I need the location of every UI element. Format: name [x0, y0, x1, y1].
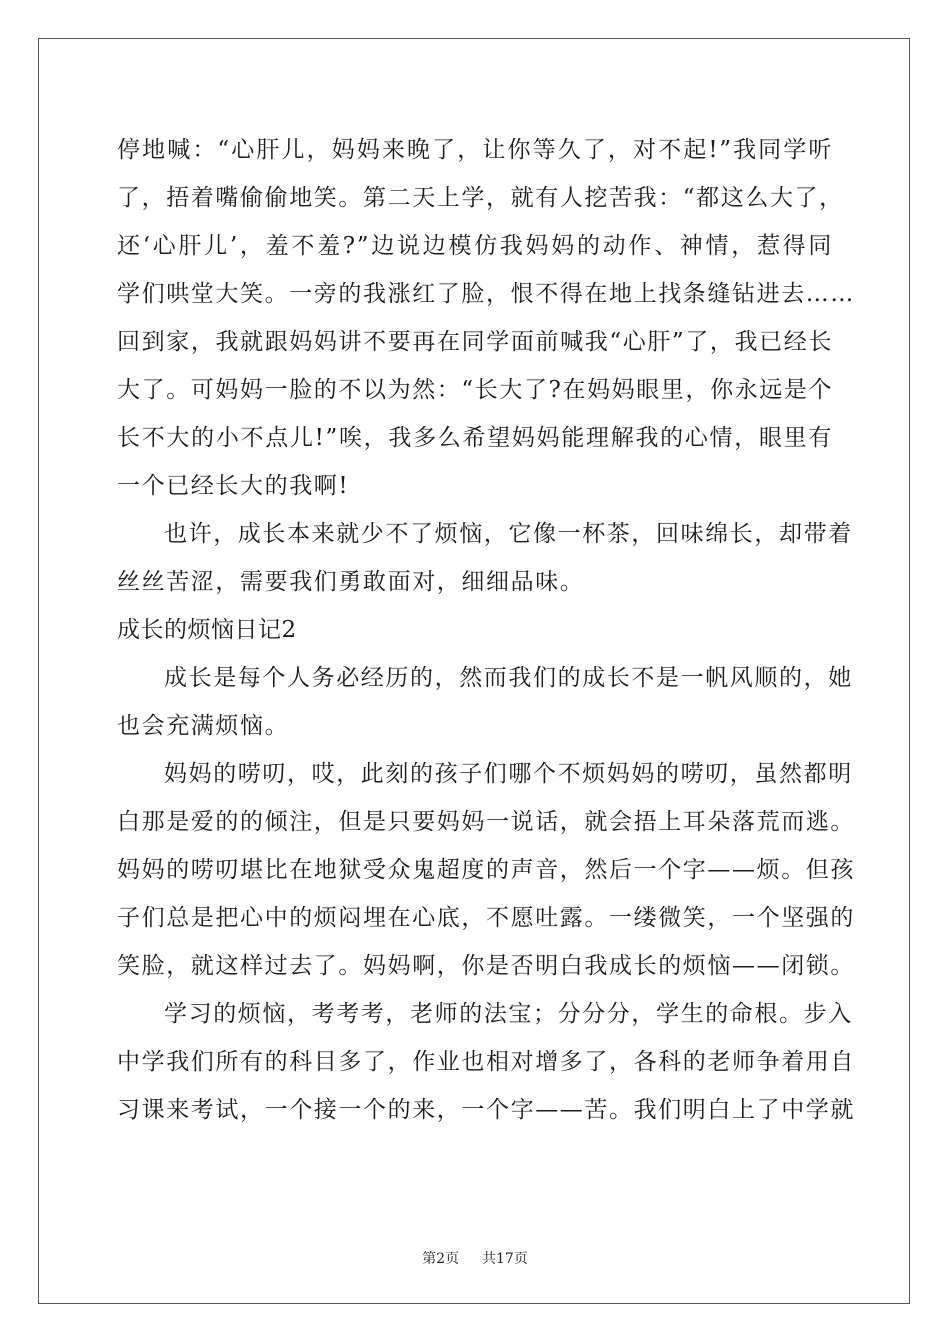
text-line: 也会充满烦恼。 [117, 713, 290, 739]
text-line: 子们总是把心中的烦闷埋在心底，不愿吐露。一缕微笑，一个坚强的 [117, 905, 855, 931]
page-number: 第2页 [422, 1251, 460, 1267]
text-line: 笑脸，就这样过去了。妈妈啊，你是否明白我成长的烦恼——闭锁。 [117, 953, 855, 979]
section-heading: 成长的烦恼日记2 [117, 617, 297, 643]
text-line: 了，捂着嘴偷偷地笑。第二天上学，就有人挖苦我：“都这么大了， [117, 185, 844, 211]
text-line: 停地喊：“心肝儿，妈妈来晚了，让你等久了，对不起!”我同学听 [117, 137, 833, 163]
document-body [117, 126, 855, 1134]
page-total: 共17页 [482, 1251, 528, 1267]
text-line: 习课来考试，一个接一个的来，一个字——苦。我们明白上了中学就 [117, 1097, 855, 1123]
text-line: 也许，成长本来就少不了烦恼，它像一杯茶，回味绵长，却带着 [164, 521, 853, 547]
text-line: 还‘心肝儿’，羞不羞?”边说边模仿我妈妈的动作、神情，惹得同 [117, 233, 833, 259]
text-line: 学们哄堂大笑。一旁的我涨红了脸，恨不得在地上找条缝钻进去…… [117, 281, 855, 307]
text-line: 一个已经长大的我啊! [117, 473, 350, 499]
text-line: 成长是每个人务必经历的，然而我们的成长不是一帆风顺的，她 [164, 665, 853, 691]
text-line: 妈妈的唠叨堪比在地狱受众鬼超度的声音，然后一个字——烦。但孩 [117, 857, 855, 883]
page-footer [0, 1248, 950, 1268]
text-line: 大了。可妈妈一脸的不以为然：“长大了?在妈妈眼里，你永远是个 [117, 377, 834, 403]
text-line: 回到家，我就跟妈妈讲不要再在同学面前喊我“心肝”了，我已经长 [117, 329, 833, 355]
text-line: 丝丝苦涩，需要我们勇敢面对，细细品味。 [117, 569, 585, 595]
text-line: 长不大的小不点儿!”唉，我多么希望妈妈能理解我的心情，眼里有 [117, 425, 833, 451]
text-line: 学习的烦恼，考考考，老师的法宝；分分分，学生的命根。步入 [164, 1001, 853, 1027]
text-line: 中学我们所有的科目多了，作业也相对增多了，各科的老师争着用自 [117, 1049, 855, 1075]
text-line: 白那是爱的的倾注，但是只要妈妈一说话，就会捂上耳朵落荒而逃。 [117, 809, 855, 835]
text-line: 妈妈的唠叨，哎，此刻的孩子们哪个不烦妈妈的唠叨，虽然都明 [164, 761, 853, 787]
